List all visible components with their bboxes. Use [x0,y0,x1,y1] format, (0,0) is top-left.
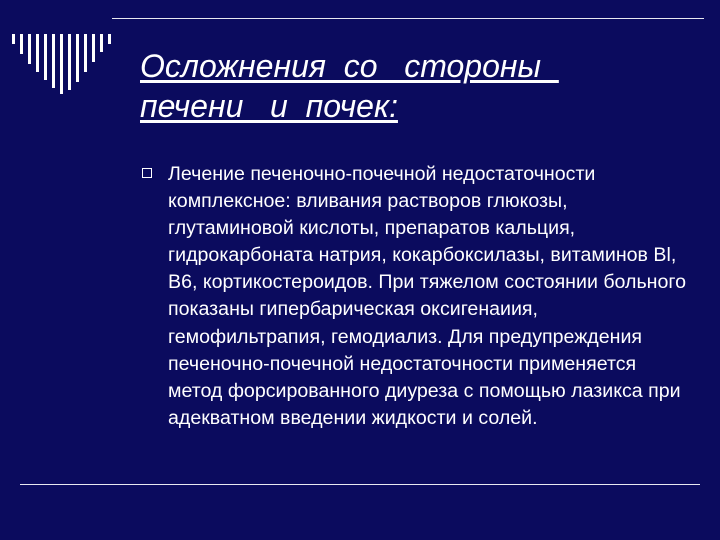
hollow-square-bullet-icon [142,168,152,178]
top-divider-line [112,18,704,19]
title-line-2: печени и почек: [140,88,398,124]
bullet-item [148,161,688,432]
slide-title [140,46,700,126]
bullet-text: Лечение печеночно-почечной недостаточности комплексное: вливания растворов глюкозы, глутаминовой кислоты, препаратов кальция, гидрокарбоната натрия, кокарбоксилазы, витаминов Bl, B6, кортикостероидов. При тяжелом состоянии больного показаны гипербарическая оксигенаиия, гемофильтрапия, гемодиализ. Для предупреждения печеночно-почечной недостаточности применяется метод форсированного диуреза с помощью лазикса при адекватном введении жидкости и солей. [168,163,686,429]
title-line-1: Осложнения со стороны [140,48,559,84]
bottom-divider-line [20,484,700,485]
decorative-bars [12,34,122,94]
